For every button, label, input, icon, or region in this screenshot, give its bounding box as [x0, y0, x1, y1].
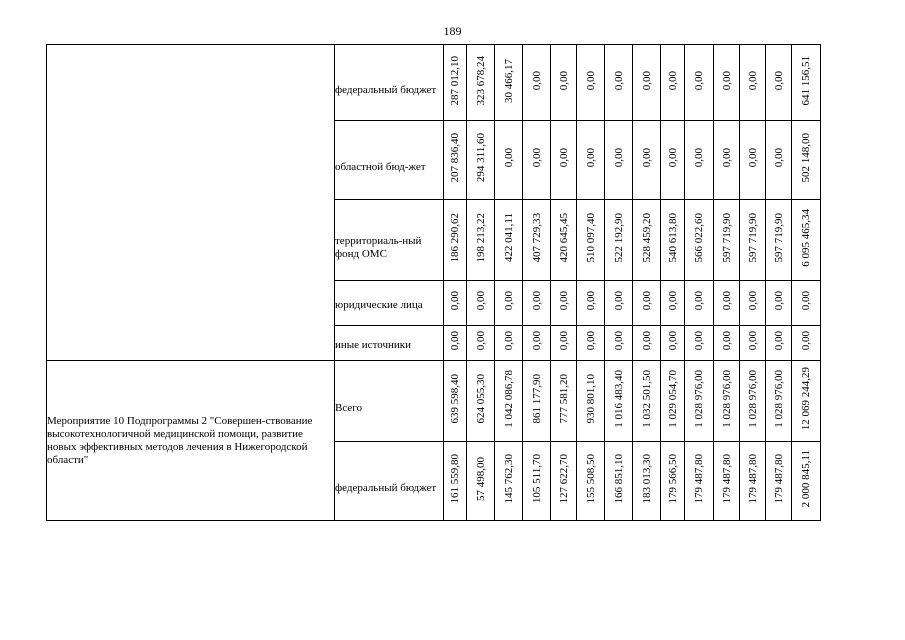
- value-cell: 0,00: [605, 121, 633, 200]
- value-cell: 0,00: [685, 121, 714, 200]
- value-cell: 145 762,30: [495, 442, 523, 521]
- value-cell: 0,00: [661, 281, 685, 326]
- source-cell: территориаль-ный фонд ОМС: [335, 200, 444, 281]
- value-cell: 0,00: [495, 121, 523, 200]
- value-cell: 0,00: [551, 281, 577, 326]
- value-cell: 0,00: [633, 281, 661, 326]
- value-cell: 0,00: [605, 281, 633, 326]
- table-row: [47, 45, 821, 121]
- value-cell: 105 511,70: [523, 442, 551, 521]
- source-cell: юридические лица: [335, 281, 444, 326]
- event-cell-empty: [47, 45, 335, 361]
- value-cell: 0,00: [633, 121, 661, 200]
- value-cell: 0,00: [577, 281, 605, 326]
- total-cell: 641 156,51: [792, 45, 821, 121]
- value-cell: 1 028 976,00: [685, 361, 714, 442]
- value-cell: 422 041,11: [495, 200, 523, 281]
- value-cell: 1 028 976,00: [714, 361, 740, 442]
- value-cell: 777 581,20: [551, 361, 577, 442]
- value-cell: 0,00: [685, 281, 714, 326]
- value-cell: 0,00: [740, 326, 766, 361]
- value-cell: 294 311,60: [467, 121, 495, 200]
- value-cell: 166 851,10: [605, 442, 633, 521]
- value-cell: 0,00: [551, 326, 577, 361]
- value-cell: 0,00: [605, 326, 633, 361]
- value-cell: 0,00: [766, 121, 792, 200]
- value-cell: 0,00: [523, 121, 551, 200]
- value-cell: 155 508,50: [577, 442, 605, 521]
- value-cell: 0,00: [661, 45, 685, 121]
- value-cell: 0,00: [633, 326, 661, 361]
- value-cell: 0,00: [467, 326, 495, 361]
- value-cell: 57 498,00: [467, 442, 495, 521]
- value-cell: 0,00: [685, 326, 714, 361]
- value-cell: 127 622,70: [551, 442, 577, 521]
- value-cell: 1 042 086,78: [495, 361, 523, 442]
- value-cell: 522 192,90: [605, 200, 633, 281]
- value-cell: 198 213,22: [467, 200, 495, 281]
- value-cell: 0,00: [740, 121, 766, 200]
- value-cell: 930 801,10: [577, 361, 605, 442]
- value-cell: 624 055,30: [467, 361, 495, 442]
- value-cell: 0,00: [551, 45, 577, 121]
- value-cell: 0,00: [444, 281, 467, 326]
- value-cell: 1 029 054,70: [661, 361, 685, 442]
- value-cell: 30 466,17: [495, 45, 523, 121]
- total-cell: 502 148,00: [792, 121, 821, 200]
- value-cell: 0,00: [740, 45, 766, 121]
- value-cell: 540 613,80: [661, 200, 685, 281]
- value-cell: 510 097,40: [577, 200, 605, 281]
- value-cell: 0,00: [523, 45, 551, 121]
- source-cell: иные источники: [335, 326, 444, 361]
- value-cell: 0,00: [714, 121, 740, 200]
- value-cell: 0,00: [444, 326, 467, 361]
- value-cell: 0,00: [685, 45, 714, 121]
- value-cell: 407 729,33: [523, 200, 551, 281]
- budget-table: [46, 44, 821, 521]
- value-cell: 207 836,40: [444, 121, 467, 200]
- value-cell: 0,00: [766, 326, 792, 361]
- total-cell: 0,00: [792, 326, 821, 361]
- source-cell: Всего: [335, 361, 444, 442]
- source-cell: федеральный бюджет: [335, 45, 444, 121]
- total-cell: 0,00: [792, 281, 821, 326]
- value-cell: 1 016 483,40: [605, 361, 633, 442]
- value-cell: 597 719,90: [714, 200, 740, 281]
- value-cell: 639 598,40: [444, 361, 467, 442]
- value-cell: 0,00: [577, 121, 605, 200]
- value-cell: 0,00: [633, 45, 661, 121]
- value-cell: 1 032 501,50: [633, 361, 661, 442]
- value-cell: 597 719,90: [766, 200, 792, 281]
- table-row: [47, 361, 821, 442]
- value-cell: 0,00: [714, 45, 740, 121]
- page-number: 189: [443, 24, 462, 38]
- value-cell: 528 459,20: [633, 200, 661, 281]
- value-cell: 161 559,80: [444, 442, 467, 521]
- value-cell: 0,00: [740, 281, 766, 326]
- value-cell: 0,00: [495, 326, 523, 361]
- value-cell: 186 290,62: [444, 200, 467, 281]
- value-cell: 323 678,24: [467, 45, 495, 121]
- value-cell: 861 177,90: [523, 361, 551, 442]
- source-cell: областной бюд-жет: [335, 121, 444, 200]
- value-cell: 0,00: [714, 281, 740, 326]
- value-cell: 0,00: [577, 45, 605, 121]
- value-cell: 597 719,90: [740, 200, 766, 281]
- value-cell: 0,00: [523, 281, 551, 326]
- value-cell: 0,00: [766, 281, 792, 326]
- value-cell: 179 487,80: [740, 442, 766, 521]
- value-cell: 0,00: [495, 281, 523, 326]
- value-cell: 179 487,80: [714, 442, 740, 521]
- value-cell: 179 566,50: [661, 442, 685, 521]
- value-cell: 179 487,80: [766, 442, 792, 521]
- value-cell: 0,00: [551, 121, 577, 200]
- total-cell: 2 000 845,11: [792, 442, 821, 521]
- value-cell: 287 012,10: [444, 45, 467, 121]
- value-cell: 420 645,45: [551, 200, 577, 281]
- value-cell: 0,00: [714, 326, 740, 361]
- value-cell: 0,00: [661, 121, 685, 200]
- value-cell: 0,00: [605, 45, 633, 121]
- value-cell: 0,00: [766, 45, 792, 121]
- total-cell: 6 095 465,34: [792, 200, 821, 281]
- value-cell: 1 028 976,00: [740, 361, 766, 442]
- value-cell: 183 013,30: [633, 442, 661, 521]
- value-cell: 0,00: [661, 326, 685, 361]
- value-cell: 0,00: [523, 326, 551, 361]
- value-cell: 566 022,60: [685, 200, 714, 281]
- value-cell: 1 028 976,00: [766, 361, 792, 442]
- total-cell: 12 069 244,29: [792, 361, 821, 442]
- value-cell: 0,00: [577, 326, 605, 361]
- value-cell: 179 487,80: [685, 442, 714, 521]
- source-cell: федеральный бюджет: [335, 442, 444, 521]
- value-cell: 0,00: [467, 281, 495, 326]
- event-description-cell: Мероприятие 10 Подпрограммы 2 "Совершен-ствование высокотехнологичной медицинской помощи, развитие новых эффективных методов лечения в Нижегородской области": [47, 361, 335, 521]
